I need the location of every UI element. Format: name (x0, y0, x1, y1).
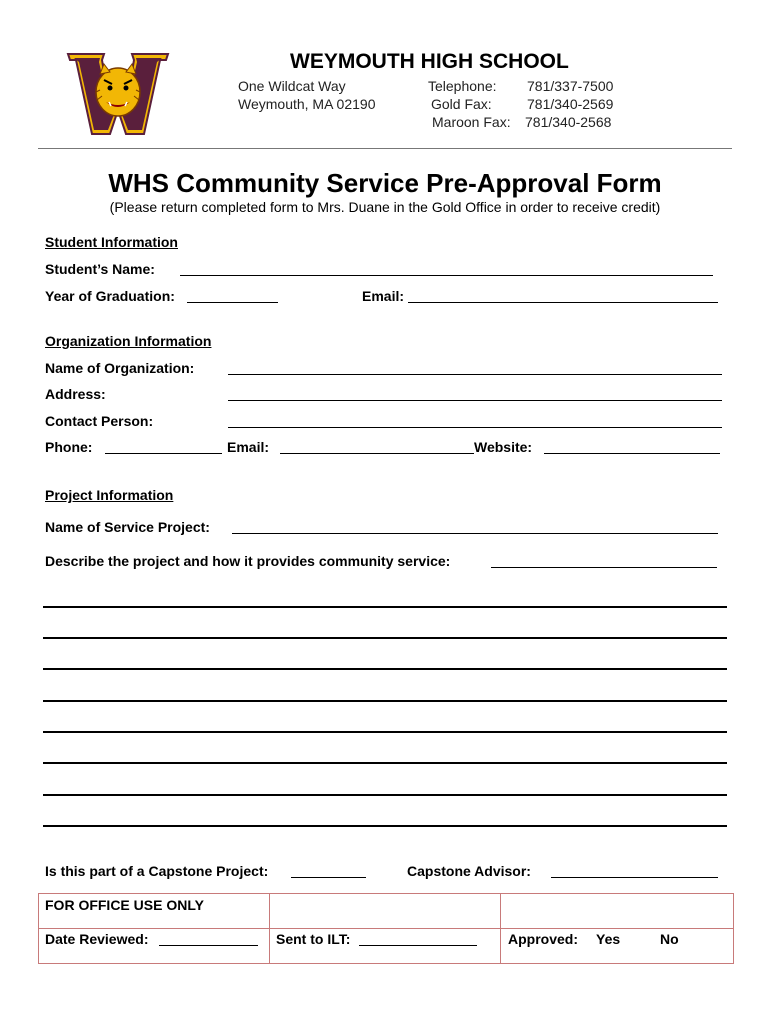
student-info-heading: Student Information (45, 234, 178, 250)
project-info-heading: Project Information (45, 487, 174, 503)
address-line-1: One Wildcat Way (238, 78, 346, 94)
header-divider (38, 148, 732, 149)
description-line[interactable] (43, 668, 727, 670)
maroon-fax-label: Maroon Fax: (432, 114, 511, 130)
description-line[interactable] (43, 731, 727, 733)
date-reviewed-label: Date Reviewed: (45, 931, 149, 947)
date-reviewed-field[interactable] (159, 945, 258, 946)
description-line[interactable] (43, 637, 727, 639)
gold-fax-label: Gold Fax: (431, 96, 492, 112)
organization-phone-label: Phone: (45, 439, 93, 455)
maroon-fax-value: 781/340-2568 (525, 114, 612, 130)
capstone-advisor-field[interactable] (551, 877, 718, 878)
telephone-label: Telephone: (428, 78, 497, 94)
description-line[interactable] (43, 606, 727, 608)
capstone-advisor-label: Capstone Advisor: (407, 863, 531, 879)
project-name-label: Name of Service Project: (45, 519, 210, 535)
project-description-label: Describe the project and how it provides community service: (45, 553, 451, 569)
telephone-value: 781/337-7500 (527, 78, 614, 94)
wildcat-logo-icon (66, 50, 170, 136)
office-use-heading: FOR OFFICE USE ONLY (45, 897, 204, 913)
project-name-field[interactable] (232, 533, 718, 534)
description-line[interactable] (43, 762, 727, 764)
organization-info-heading: Organization Information (45, 333, 212, 349)
student-name-field[interactable] (180, 275, 713, 276)
description-line[interactable] (43, 825, 727, 827)
student-email-field[interactable] (408, 302, 718, 303)
approved-yes-option[interactable]: Yes (596, 931, 621, 947)
contact-person-field[interactable] (228, 427, 722, 428)
form-title: WHS Community Service Pre-Approval Form (108, 168, 662, 198)
office-use-table (38, 893, 734, 964)
organization-name-label: Name of Organization: (45, 360, 195, 376)
organization-address-label: Address: (45, 386, 106, 402)
organization-email-label: Email: (227, 439, 270, 455)
organization-email-field[interactable] (280, 453, 474, 454)
school-logo (66, 50, 170, 136)
description-line[interactable] (43, 700, 727, 702)
organization-name-field[interactable] (228, 374, 722, 375)
school-name: WEYMOUTH HIGH SCHOOL (290, 50, 569, 73)
project-description-first-line[interactable] (491, 567, 717, 568)
contact-person-label: Contact Person: (45, 413, 154, 429)
capstone-label: Is this part of a Capstone Project: (45, 863, 269, 879)
sent-to-ilt-field[interactable] (359, 945, 477, 946)
organization-address-field[interactable] (228, 400, 722, 401)
gold-fax-value: 781/340-2569 (527, 96, 614, 112)
graduation-year-field[interactable] (187, 302, 278, 303)
student-name-label: Student’s Name: (45, 261, 155, 277)
capstone-field[interactable] (291, 877, 366, 878)
approved-no-option[interactable]: No (660, 931, 679, 947)
sent-to-ilt-label: Sent to ILT: (276, 931, 351, 947)
address-line-2: Weymouth, MA 02190 (238, 96, 376, 112)
graduation-year-label: Year of Graduation: (45, 288, 175, 304)
approved-label: Approved: (508, 931, 578, 947)
description-line[interactable] (43, 794, 727, 796)
organization-website-field[interactable] (544, 453, 720, 454)
table-divider (39, 928, 733, 929)
organization-website-label: Website: (474, 439, 533, 455)
form-subtitle: (Please return completed form to Mrs. Duane in the Gold Office in order to receive credit) (109, 199, 661, 215)
organization-phone-field[interactable] (105, 453, 222, 454)
student-email-label: Email: (362, 288, 405, 304)
